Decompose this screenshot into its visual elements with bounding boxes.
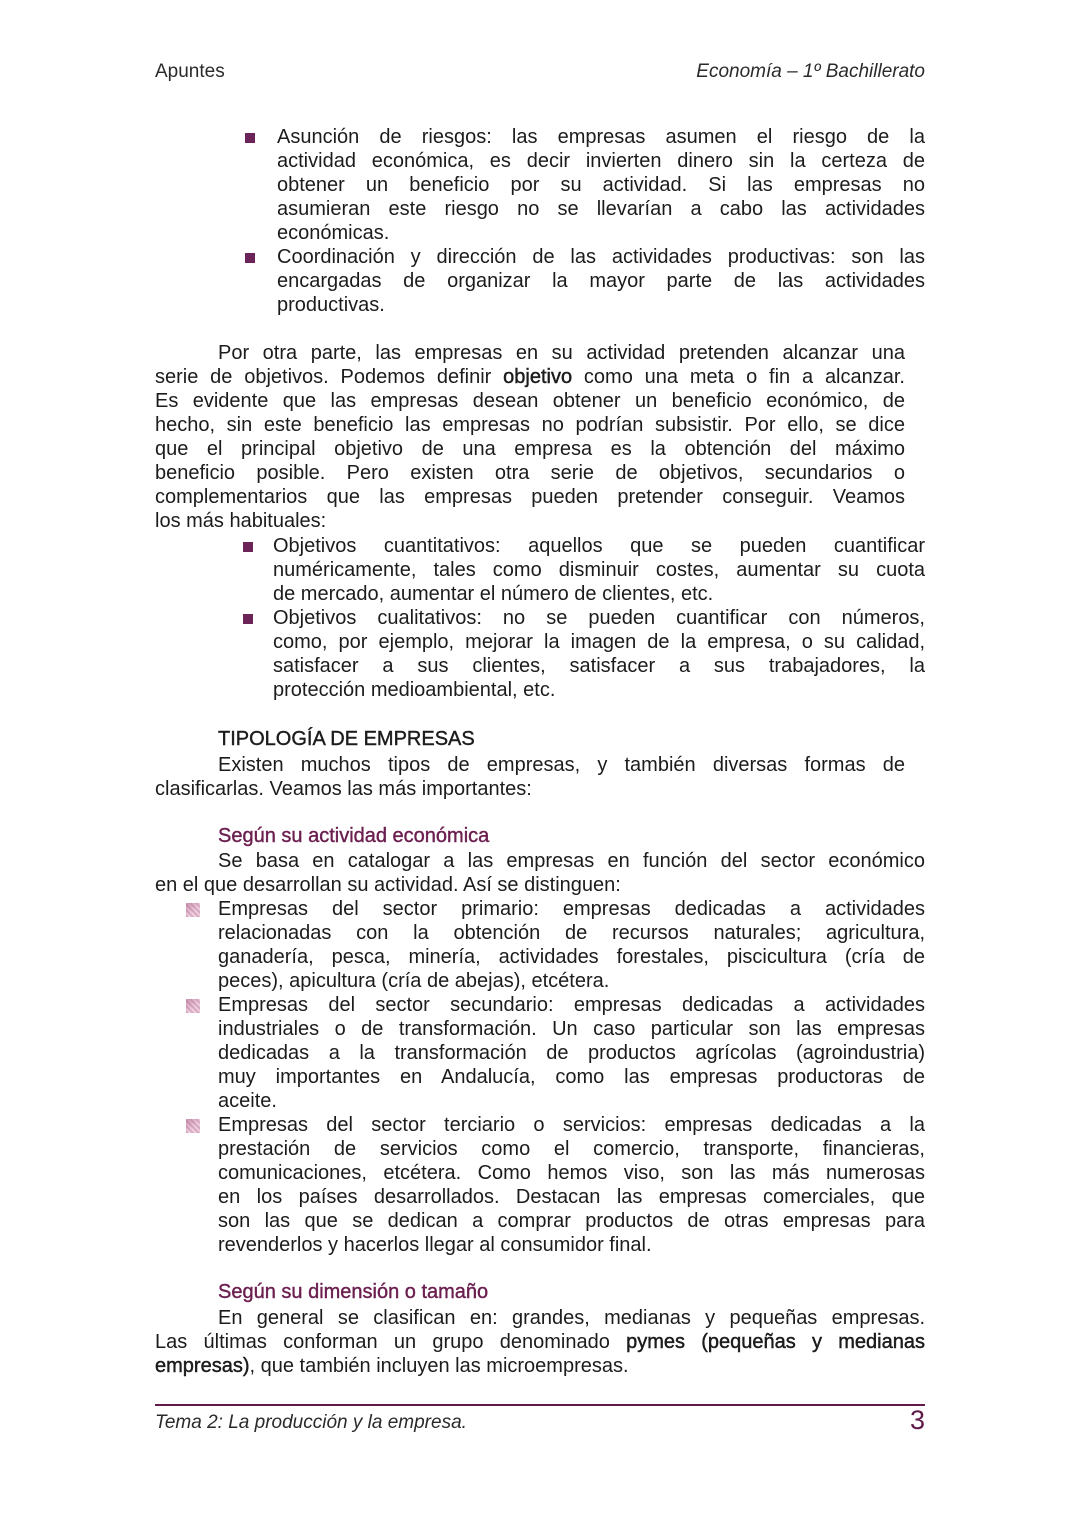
text-line: relacionadas con la obtención de recursos naturales; agricultura, bbox=[218, 922, 925, 944]
text-line: Existen muchos tipos de empresas, y también diversas formas de bbox=[218, 754, 905, 776]
text-line: asumieran este riesgo no se llevarían a cabo las actividades bbox=[277, 198, 925, 220]
text-line: En general se clasifican en: grandes, medianas y pequeñas empresas. bbox=[218, 1307, 925, 1329]
text-segment: , que también incluyen las microempresas. bbox=[249, 1355, 629, 1377]
text-line: productivas. bbox=[277, 294, 385, 316]
text-line: Por otra parte, las empresas en su actividad pretenden alcanzar una bbox=[218, 342, 905, 364]
text-line: en el que desarrollan su actividad. Así se distinguen: bbox=[155, 874, 621, 896]
text-line: son las que se dedican a comprar productos de otras empresas para bbox=[218, 1210, 925, 1232]
bullet-square-icon bbox=[186, 1119, 200, 1133]
text-line: Empresas del sector terciario o servicios: empresas dedicadas a la bbox=[218, 1114, 925, 1136]
functions-list bbox=[277, 125, 925, 317]
text-line: satisfacer a sus clientes, satisfacer a sus trabajadores, la bbox=[273, 655, 925, 677]
subsection-heading: Según su dimensión o tamaño bbox=[218, 1281, 489, 1303]
bullet-square-icon bbox=[186, 999, 200, 1013]
text-line: Asunción de riesgos: las empresas asumen el riesgo de la bbox=[277, 126, 925, 148]
bold-term: empresas) bbox=[155, 1355, 250, 1377]
list-item bbox=[273, 606, 925, 702]
text-line: dedicadas a la transformación de productos agrícolas (agroindustria) bbox=[218, 1042, 925, 1064]
list-item bbox=[218, 1113, 925, 1257]
list-item bbox=[277, 125, 925, 245]
text-line bbox=[155, 365, 905, 389]
section-heading: TIPOLOGÍA DE EMPRESAS bbox=[218, 728, 475, 750]
list-item bbox=[218, 993, 925, 1113]
objectives-list bbox=[273, 534, 925, 702]
header-left-label: Apuntes bbox=[155, 61, 225, 82]
bullet-square-icon bbox=[245, 253, 255, 263]
text-line: Se basa en catalogar a las empresas en función del sector económico bbox=[218, 850, 925, 872]
text-segment: serie de objetivos. Podemos definir bbox=[155, 366, 504, 388]
text-line: que el principal objetivo de una empresa es la obtención del máximo bbox=[155, 438, 905, 460]
bullet-square-icon bbox=[245, 133, 255, 143]
text-line: Es evidente que las empresas desean obtener un beneficio económico, de bbox=[155, 390, 905, 412]
list-item bbox=[277, 245, 925, 317]
list-item bbox=[273, 534, 925, 606]
header-right-label: Economía – 1º Bachillerato bbox=[696, 61, 925, 82]
text-line: peces), apicultura (cría de abejas), etcétera. bbox=[218, 970, 610, 992]
text-line: Objetivos cualitativos: no se pueden cuantificar con números, bbox=[273, 607, 925, 629]
sector-list bbox=[218, 897, 925, 1257]
text-line: clasificarlas. Veamos las más importantes: bbox=[155, 778, 532, 800]
text-line: revenderlos y hacerlos llegar al consumidor final. bbox=[218, 1234, 652, 1256]
text-line: numéricamente, tales como disminuir costes, aumentar su cuota bbox=[273, 559, 925, 581]
text-line bbox=[155, 1354, 925, 1378]
text-line: protección medioambiental, etc. bbox=[273, 679, 556, 701]
text-line: complementarios que las empresas pueden pretender conseguir. Veamos bbox=[155, 486, 905, 508]
footer-title: Tema 2: La producción y la empresa. bbox=[155, 1412, 467, 1433]
text-segment: Las últimas conforman un grupo denominado bbox=[155, 1331, 627, 1353]
text-line: en los países desarrollados. Destacan las empresas comerciales, que bbox=[218, 1186, 925, 1208]
list-item bbox=[218, 897, 925, 993]
bold-term: objetivo bbox=[503, 366, 573, 388]
text-line: aceite. bbox=[218, 1090, 277, 1112]
text-line: prestación de servicios como el comercio, transporte, financieras, bbox=[218, 1138, 925, 1160]
bullet-square-icon bbox=[186, 903, 200, 917]
text-line: Empresas del sector secundario: empresas dedicadas a actividades bbox=[218, 994, 925, 1016]
text-line: beneficio posible. Pero existen otra serie de objetivos, secundarios o bbox=[155, 462, 905, 484]
subsection-heading: Según su actividad económica bbox=[218, 825, 490, 847]
page-number: 3 bbox=[909, 1405, 925, 1435]
text-line: como, por ejemplo, mejorar la imagen de la empresa, o su calidad, bbox=[273, 631, 925, 653]
size-paragraph bbox=[155, 1306, 925, 1378]
activity-paragraph bbox=[155, 849, 925, 897]
text-line: industriales o de transformación. Un caso particular son las empresas bbox=[218, 1018, 925, 1040]
text-line: Coordinación y dirección de las actividades productivas: son las bbox=[277, 246, 925, 268]
text-line: muy importantes en Andalucía, como las empresas productoras de bbox=[218, 1066, 925, 1088]
text-line: los más habituales: bbox=[155, 510, 327, 532]
text-line: Objetivos cuantitativos: aquellos que se pueden cuantificar bbox=[273, 535, 925, 557]
text-line: obtener un beneficio por su actividad. Si las empresas no bbox=[277, 174, 925, 196]
text-line: de mercado, aumentar el número de clientes, etc. bbox=[273, 583, 714, 605]
text-line: comunicaciones, etcétera. Como hemos viso, son las más numerosas bbox=[218, 1162, 925, 1184]
bold-term: pymes (pequeñas y medianas bbox=[626, 1331, 925, 1353]
text-line bbox=[155, 1330, 925, 1354]
text-line: actividad económica, es decir invierten dinero sin la certeza de bbox=[277, 150, 925, 172]
objectives-paragraph bbox=[155, 341, 905, 533]
text-line: Empresas del sector primario: empresas dedicadas a actividades bbox=[218, 898, 925, 920]
text-line: ganadería, pesca, minería, actividades forestales, piscicultura (cría de bbox=[218, 946, 925, 968]
text-line: económicas. bbox=[277, 222, 390, 244]
typology-paragraph bbox=[155, 753, 905, 801]
text-segment: como una meta o fin a alcanzar. bbox=[572, 366, 905, 388]
bullet-square-icon bbox=[243, 614, 253, 624]
text-line: encargadas de organizar la mayor parte de las actividades bbox=[277, 270, 925, 292]
text-line: hecho, sin este beneficio las empresas no podrían subsistir. Por ello, se dice bbox=[155, 414, 905, 436]
bullet-square-icon bbox=[243, 542, 253, 552]
footer-divider bbox=[155, 1404, 925, 1406]
